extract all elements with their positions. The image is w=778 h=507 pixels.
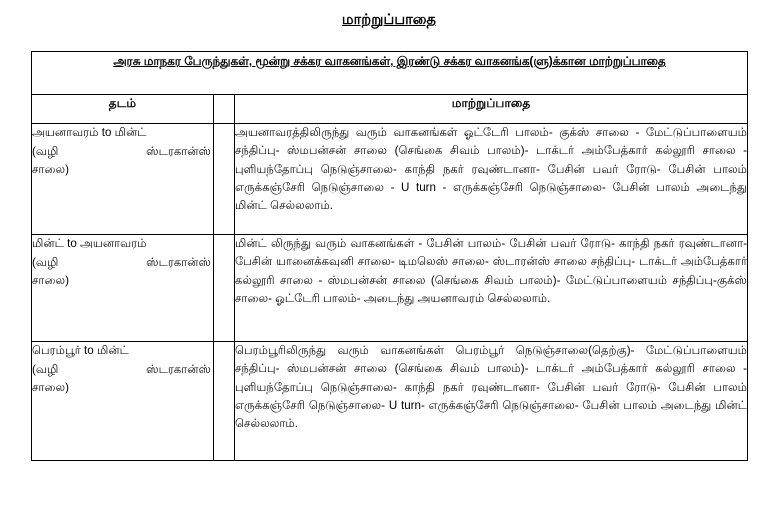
route-cell — [235, 235, 748, 342]
track-via: (வழி ஸ்டரகான்ஸ் — [32, 362, 211, 376]
track-via-tail: சாலை) — [32, 381, 69, 394]
track-via: (வழி ஸ்டரகான்ஸ் — [32, 255, 211, 269]
table-header-row — [32, 95, 748, 124]
document-page — [0, 10, 778, 507]
track-name: அயனாவரம் to மின்ட் — [32, 126, 147, 139]
track-cell — [32, 124, 214, 235]
table-row — [32, 235, 748, 342]
route-description: பெரம்பூரிலிருந்து வரும் வாகனங்கள் பெரம்பூர் நெடுஞ்சாலை(தெற்கு)- மேட்டுப்பாளையம் சந்திப்பு- ஸ்மபன்சன் சாலை (செங்கை சிவம் பாலம்)- டாக்டர் அம்பேத்கார் கல்லூரி சாலை - புளியந்தோப்பு நெடுஞ்சாலை- காந்தி நகர் ரவுண்டானா- பேசின் பவர் ரோடு- பேசின் பாலம் எருக்கஞ்சேரி நெடுஞ்சாலை- U turn- எருக்கஞ்சேரி நெடுஞ்சாலை- பேசின் பாலம் அடைந்து மின்ட் செல்லலாம். — [235, 344, 748, 431]
column-header-track — [32, 95, 214, 124]
row-spacer-cell — [214, 342, 235, 461]
route-description: அயனாவரத்திலிருந்து வரும் வாகனங்கள் ஓட்டேரி பாலம்- குக்ஸ் சாலை - மேட்டுப்பாளையம் சந்திப்பு- ஸ்மபன்சன் சாலை (செங்கை சிவம் பாலம்)- டாக்டர் அம்பேத்கார் கல்லூரி சாலை - புளியந்தோப்பு நெடுஞ்சாலை- காந்தி நகர் ரவுண்டானா- பேசின் பவர் ரோடு- பேசின் பாலம் எருக்கஞ்சேரி நெடுஞ்சாலை - U turn - எருக்கஞ்சேரி நெடுஞ்சாலை- பேசின் பாலம் அடைந்து மின்ட் செல்லலாம். — [235, 126, 748, 213]
diversion-table-container — [31, 51, 747, 461]
table-row — [32, 124, 748, 235]
track-via: (வழி ஸ்டரகான்ஸ் — [32, 144, 211, 158]
column-header-track-label: தடம் — [108, 96, 137, 110]
route-cell — [235, 124, 748, 235]
table-banner-row — [32, 52, 748, 95]
column-header-diversion — [235, 95, 748, 124]
row-spacer-cell — [214, 124, 235, 235]
table-row — [32, 342, 748, 461]
row-spacer-cell — [214, 235, 235, 342]
track-via-tail: சாலை) — [32, 163, 69, 176]
page-title: மாற்றுப்பாதை — [341, 12, 437, 28]
route-cell — [235, 342, 748, 461]
table-banner-cell — [32, 52, 748, 95]
route-description: மின்ட் லிருந்து வரும் வாகனங்கள் - பேசின் பாலம்- பேசின் பவர் ரோடு- காந்தி நகர் ரவுண்டானா- பேசின் யானைக்கவுனி சாலை- டிமலெஸ் சாலை- ஸ்டாரன்ஸ் சாலை சந்திப்பு- டாக்டர் அம்பேத்கார் கல்லூரி சாலை - ஸ்மபன்சன் சாலை (செங்கை சிவம் பாலம்)- மேட்டுப்பாளையம் சந்திப்பு-குக்ஸ் சாலை- ஓட்டேரி பாலம்- அடைந்து அயனாவரம் செல்லலாம். — [235, 237, 748, 305]
track-cell — [32, 342, 214, 461]
diversion-route-table — [31, 51, 748, 461]
track-cell — [32, 235, 214, 342]
column-header-diversion-label: மாற்றுப்பாதை — [451, 96, 531, 110]
track-via-tail: சாலை) — [32, 274, 69, 287]
track-name: பெரம்பூர் to மின்ட் — [32, 344, 129, 357]
table-banner-text: அரசு மாநகர பேருந்துகள், மூன்று சக்கர வாகனங்கள், இரண்டு சக்கர வாகனங்க(ளு)க்கான மாற்றுப்பாதை — [113, 54, 666, 68]
column-header-spacer — [214, 95, 235, 124]
track-name: மின்ட் to அயனாவரம் — [32, 237, 147, 250]
